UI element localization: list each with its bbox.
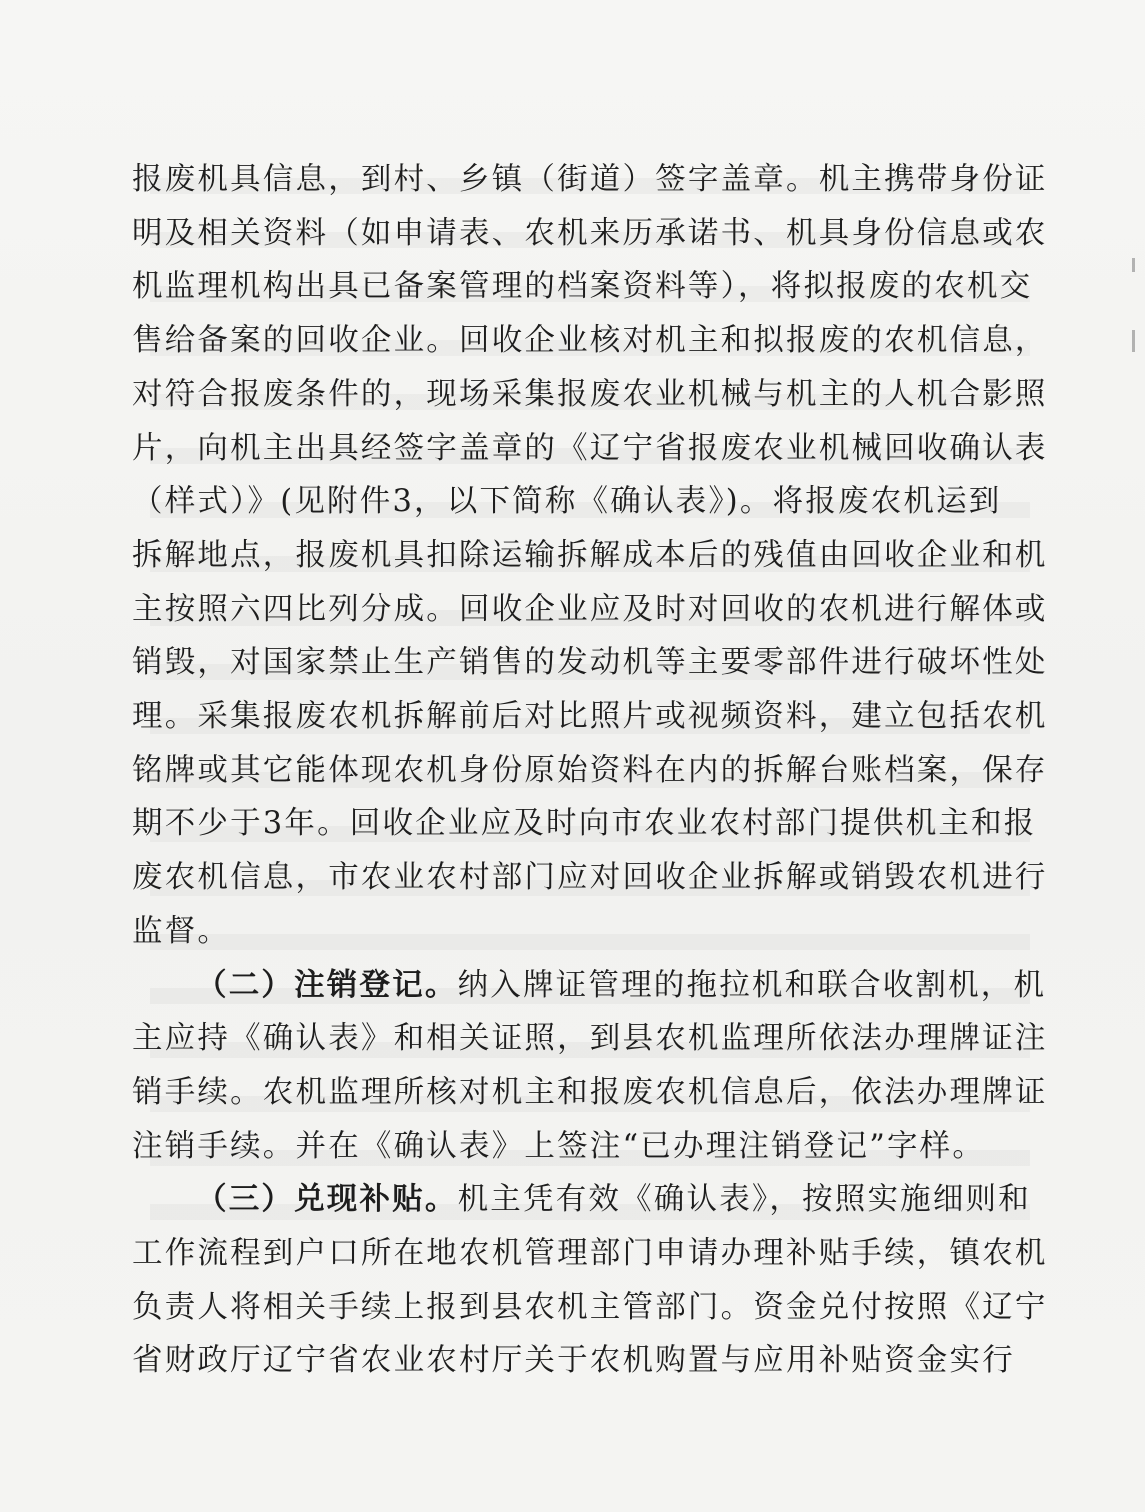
text-line: 销手续。农机监理所核对机主和报废农机信息后，依法办理牌证 xyxy=(132,1074,1048,1110)
text-segment: 纳入牌证管理的拖拉机和联合收割机，机 xyxy=(457,967,1047,1003)
text-line: 机监理机构出具已备案管理的档案资料等），将拟报废的农机交 xyxy=(132,269,1033,305)
text-line: 主应持《确认表》和相关证照，到县农机监理所依法办理牌证注 xyxy=(132,1021,1048,1057)
text-line: 监督。 xyxy=(132,913,231,949)
text-line: 售给备案的回收企业。回收企业核对机主和拟报废的农机信息， xyxy=(132,323,1048,359)
text-line: 铭牌或其它能体现农机身份原始资料在内的拆解台账档案，保存 xyxy=(132,752,1048,788)
text-line: 销毁，对国家禁止生产销售的发动机等主要零部件进行破坏性处 xyxy=(132,645,1048,681)
text-line: 注销手续。并在《确认表》上签注“已办理注销登记”字样。 xyxy=(132,1128,986,1164)
text-line: 主按照六四比列分成。回收企业应及时对回收的农机进行解体或 xyxy=(132,591,1048,627)
text-segment: 机主凭有效《确认表》，按照实施细则和 xyxy=(457,1182,1031,1218)
text-line: （样式）》(见附件3，以下简称《确认表》)。将报废农机运到 xyxy=(132,484,1002,520)
text-line xyxy=(132,1173,1031,1227)
text-line: 负责人将相关手续上报到县农机主管部门。资金兑付按照《辽宁 xyxy=(132,1289,1048,1325)
text-line: 期不少于3年。回收企业应及时向市农业农村部门提供机主和报 xyxy=(132,806,1037,842)
section-heading: （三）兑现补贴。 xyxy=(196,1181,458,1218)
text-line: 对符合报废条件的，现场采集报废农业机械与机主的人机合影照 xyxy=(132,376,1048,412)
text-line: 明及相关资料（如申请表、农机来历承诺书、机具身份信息或农 xyxy=(132,215,1048,251)
text-line: 工作流程到户口所在地农机管理部门申请办理补贴手续，镇农机 xyxy=(132,1236,1048,1272)
paragraph-scrap-process xyxy=(132,153,1048,959)
text-line: 省财政厅辽宁省农业农村厅关于农机购置与应用补贴资金实行 xyxy=(132,1343,1015,1379)
text-line: 报废机具信息，到村、乡镇（街道）签字盖章。机主携带身份证 xyxy=(132,162,1048,197)
text-line: 片，向机主出具经签字盖章的《辽宁省报废农业机械回收确认表 xyxy=(132,430,1048,466)
paragraph-subsidy xyxy=(132,1173,1048,1388)
scan-edge-mark xyxy=(1132,258,1135,272)
text-line: 废农机信息，市农业农村部门应对回收企业拆解或销毁农机进行 xyxy=(132,860,1048,896)
text-line: 拆解地点，报废机具扣除运输拆解成本后的残值由回收企业和机 xyxy=(132,537,1048,573)
paragraph-deregistration xyxy=(132,959,1048,1174)
text-line: 理。采集报废农机拆解前后对比照片或视频资料，建立包括农机 xyxy=(132,699,1048,735)
scan-edge-mark xyxy=(1132,330,1135,352)
section-heading: （二）注销登记。 xyxy=(196,966,458,1003)
document-body xyxy=(132,153,1048,1388)
text-line xyxy=(132,959,1047,1013)
